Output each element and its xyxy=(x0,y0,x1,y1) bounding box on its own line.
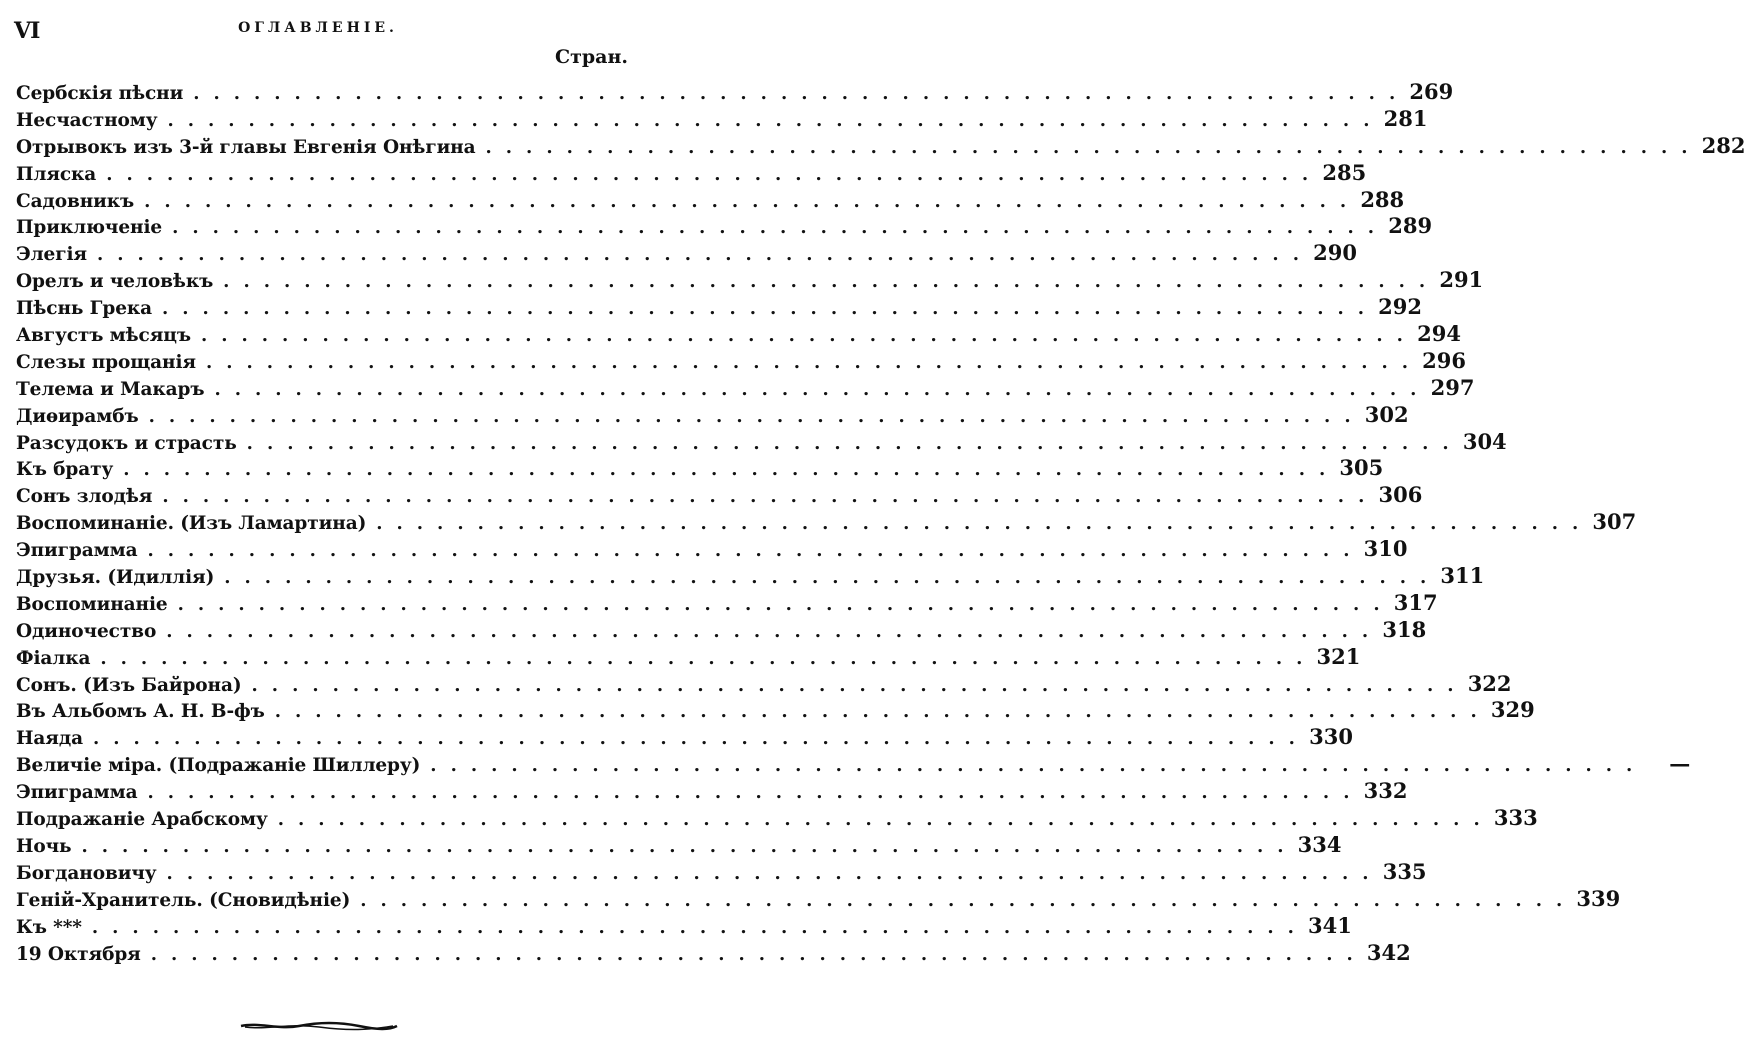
dot-leader: ............................................................ xyxy=(485,136,1702,158)
toc-entry xyxy=(16,294,1423,321)
toc-entry-title: Приключеніе xyxy=(16,217,163,239)
toc-entry-title: Одиночество xyxy=(16,620,157,642)
toc-entry-page: 341 xyxy=(1308,912,1352,938)
toc-entry xyxy=(16,885,1621,913)
running-head: ОГЛАВЛЕНІЕ. xyxy=(238,20,398,36)
toc-entry-title: Слезы прощанія xyxy=(16,351,196,373)
toc-entry-title: Воспоминаніе xyxy=(16,593,168,615)
toc-entry-page: 288 xyxy=(1360,186,1405,212)
dot-leader: ............................................................ xyxy=(224,567,1441,589)
dot-leader: ............................................................ xyxy=(246,432,1463,454)
toc-entry-page: 281 xyxy=(1383,105,1428,131)
page-column-heading: Стран. xyxy=(554,46,628,68)
toc-entry-title: Подражаніе Арабскому xyxy=(16,809,268,831)
toc-entry-page: 304 xyxy=(1462,428,1507,454)
toc-entry xyxy=(16,697,1535,724)
toc-entry-page: 311 xyxy=(1440,563,1485,589)
toc-entry xyxy=(16,347,1466,375)
toc-entry-title: Фіалка xyxy=(16,647,91,669)
toc-entry-page: 322 xyxy=(1467,670,1512,696)
toc-entry xyxy=(16,536,1408,563)
toc-entry-title: Наяда xyxy=(16,728,83,750)
toc-entry-page: 291 xyxy=(1439,267,1484,293)
toc-entry-page: 335 xyxy=(1382,858,1427,884)
toc-entry-page: 305 xyxy=(1339,455,1384,481)
page-folio: VI xyxy=(14,18,40,44)
tailpiece-ornament xyxy=(239,1021,399,1031)
dot-leader: ............................................................ xyxy=(430,755,1647,777)
toc-entry xyxy=(16,616,1427,644)
dot-leader: ............................................................ xyxy=(91,916,1308,938)
toc-entry xyxy=(16,321,1461,348)
toc-entry-title: Величіе міра. (Подражаніе Шиллеру) xyxy=(16,755,421,777)
toc-entry-title: Богдановичу xyxy=(16,862,157,884)
toc-entry-page: 318 xyxy=(1382,616,1427,642)
toc-entry xyxy=(16,912,1352,940)
toc-entry-page: 339 xyxy=(1576,885,1621,911)
dot-leader: ............................................................ xyxy=(123,459,1340,481)
toc-entry-title: Друзья. (Идиллія) xyxy=(16,567,215,589)
toc-entry xyxy=(16,670,1512,698)
dot-leader: ............................................................ xyxy=(166,862,1383,884)
dot-leader: ............................................................ xyxy=(147,540,1364,562)
dot-leader: ............................................................ xyxy=(376,513,1593,535)
dot-leader: ............................................................ xyxy=(206,351,1422,373)
toc-entry xyxy=(16,374,1475,402)
dot-leader: ............................................................ xyxy=(214,378,1431,400)
toc-entry-page: 285 xyxy=(1322,159,1367,185)
toc-entry xyxy=(16,186,1405,214)
toc-entry-title: Несчастному xyxy=(16,109,158,131)
toc-entry-page: 333 xyxy=(1493,805,1538,831)
toc-entry xyxy=(16,401,1409,429)
toc-entry-title: Садовникъ xyxy=(16,190,135,212)
toc-entry xyxy=(16,213,1433,240)
toc-entry xyxy=(16,455,1384,482)
toc-entry-page: 289 xyxy=(1388,213,1433,239)
table-of-contents xyxy=(16,79,1746,966)
toc-entry xyxy=(16,267,1484,294)
toc-entry xyxy=(16,240,1357,267)
toc-entry-title: Геній-Хранитель. (Сновидѣніе) xyxy=(16,889,351,911)
toc-entry-title: Пляска xyxy=(16,163,97,185)
toc-entry-title: Пѣснь Грека xyxy=(16,298,153,320)
dot-leader: ............................................................ xyxy=(92,728,1309,750)
toc-entry-page: 297 xyxy=(1430,374,1475,400)
dot-leader: ............................................................ xyxy=(223,271,1440,293)
toc-entry xyxy=(16,858,1427,886)
toc-entry-page: 294 xyxy=(1417,321,1461,347)
toc-entry-title: Эпиграмма xyxy=(16,782,138,804)
toc-entry-page: 302 xyxy=(1364,401,1409,427)
dot-leader: ............................................................ xyxy=(277,809,1494,831)
toc-entry-title: Разсудокъ и страсть xyxy=(16,432,237,454)
dot-leader: ............................................................ xyxy=(81,835,1298,857)
toc-entry xyxy=(16,79,1454,106)
dot-leader: ............................................................ xyxy=(162,486,1379,508)
toc-entry xyxy=(16,751,1691,778)
toc-entry xyxy=(16,831,1342,859)
dot-leader: ............................................................ xyxy=(166,620,1383,642)
toc-entry-page: 292 xyxy=(1378,294,1423,320)
toc-entry xyxy=(16,805,1538,832)
toc-entry-title: Воспоминаніе. (Изъ Ламартина) xyxy=(16,513,367,535)
dot-leader: ............................................................ xyxy=(177,593,1394,615)
toc-entry-title: Отрывокъ изъ 3-й главы Евгенія Онѣгина xyxy=(16,136,476,158)
dot-leader: ............................................................ xyxy=(274,701,1491,723)
toc-entry-title: Къ *** xyxy=(16,916,82,938)
toc-entry-page: 330 xyxy=(1309,724,1353,750)
toc-entry xyxy=(16,105,1428,133)
toc-entry-page: 269 xyxy=(1409,79,1454,104)
toc-entry-title: Телема и Макаръ xyxy=(16,378,205,400)
toc-entry-title: Сонъ. (Изъ Байрона) xyxy=(16,674,242,696)
toc-entry xyxy=(16,428,1507,456)
toc-entry xyxy=(16,724,1353,751)
toc-entry xyxy=(16,509,1637,536)
toc-entry xyxy=(16,643,1361,671)
dot-leader: ............................................................ xyxy=(167,109,1384,131)
toc-entry-title: Въ Альбомъ А. Н. В-фъ xyxy=(16,701,265,723)
toc-entry-page: 317 xyxy=(1393,589,1438,615)
dot-leader: ............................................................ xyxy=(96,244,1313,266)
dot-leader: ............................................................ xyxy=(144,190,1361,212)
toc-entry-title: Элегія xyxy=(16,244,87,266)
toc-entry xyxy=(16,563,1485,590)
toc-entry xyxy=(16,159,1367,187)
toc-entry-title: Сербскія пѣсни xyxy=(16,83,184,104)
dot-leader: ............................................................ xyxy=(106,163,1323,185)
dot-leader: ............................................................ xyxy=(162,298,1379,320)
toc-entry-page: 321 xyxy=(1316,643,1361,669)
toc-entry-page: — xyxy=(1669,751,1691,777)
dot-leader: ............................................................ xyxy=(193,83,1410,104)
toc-entry-page: 310 xyxy=(1363,536,1408,562)
toc-entry-page: 332 xyxy=(1363,778,1408,804)
toc-entry xyxy=(16,482,1423,509)
toc-entry-page: 306 xyxy=(1378,482,1423,508)
toc-entry-page: 282 xyxy=(1701,132,1746,158)
toc-entry-page: 342 xyxy=(1366,939,1411,965)
toc-entry xyxy=(16,589,1438,617)
dot-leader: ............................................................ xyxy=(150,943,1367,965)
toc-entry-title: Сонъ злодѣя xyxy=(16,486,153,508)
dot-leader: ............................................................ xyxy=(251,674,1468,696)
toc-entry xyxy=(16,778,1408,805)
toc-entry xyxy=(16,939,1411,967)
toc-entry-title: Къ брату xyxy=(16,459,114,481)
toc-entry-title: Диѳирамбъ xyxy=(16,405,139,427)
dot-leader: ............................................................ xyxy=(147,782,1364,804)
dot-leader: ............................................................ xyxy=(200,325,1417,347)
dot-leader: ............................................................ xyxy=(148,405,1365,427)
toc-entry-title: Августъ мѣсяцъ xyxy=(16,325,191,347)
toc-entry xyxy=(16,132,1746,160)
toc-entry-page: 329 xyxy=(1490,697,1535,723)
toc-entry-title: Ночь xyxy=(16,835,72,857)
toc-entry-title: Орелъ и человѣкъ xyxy=(16,271,214,293)
dot-leader: ............................................................ xyxy=(100,647,1317,669)
toc-entry-page: 296 xyxy=(1422,347,1466,373)
dot-leader: ............................................................ xyxy=(360,889,1577,911)
toc-entry-title: 19 Октября xyxy=(16,943,141,965)
toc-entry-title: Эпиграмма xyxy=(16,540,138,562)
toc-entry-page: 290 xyxy=(1313,240,1357,266)
toc-entry-page: 307 xyxy=(1592,509,1637,535)
toc-entry-page: 334 xyxy=(1297,831,1342,857)
dot-leader: ............................................................ xyxy=(172,217,1389,239)
